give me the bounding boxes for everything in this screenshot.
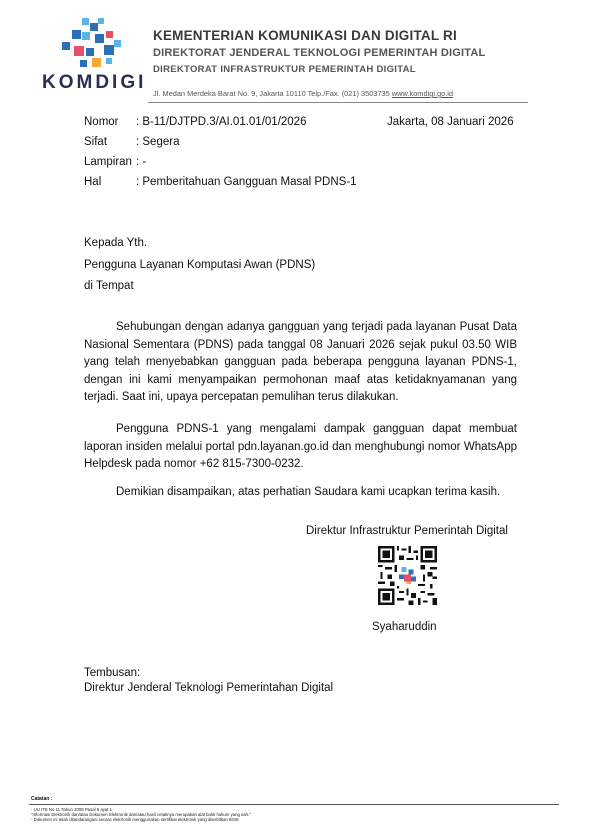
hal-value: : Pemberitahuan Gangguan Masal PDNS-1: [136, 176, 357, 188]
body-paragraph-3: Demikian disampaikan, atas perhatian Saudara kami ucapkan terima kasih.: [116, 486, 501, 498]
recipient-place: di Tempat: [84, 280, 134, 292]
lampiran-label: Lampiran: [84, 156, 132, 168]
directorate-name: DIREKTORAT INFRASTRUKTUR PEMERINTAH DIGITAL: [153, 64, 416, 75]
nomor-label: Nomor: [84, 116, 119, 128]
body-paragraph-2: Pengguna PDNS-1 yang mengalami dampak gangguan dapat membuat laporan insiden melalui portal pdn.layanan.go.id dan menghubungi nomor WhatsApp Helpdesk pada nomor +62 815-7300-0232.: [84, 423, 517, 471]
cc-recipient: Direktur Jenderal Teknologi Pemerintahan Digital: [84, 682, 334, 694]
nomor-value: : B-11/DJTPD.3/AI.01.01/01/2026: [136, 116, 307, 128]
address-text: Jl. Medan Merdeka Barat No. 9, Jakarta 10110 Telp./Fax. (021) 3503735: [153, 89, 390, 98]
footer-note-2: "Informasi Elektronik dan/atau Dokumen Elektronik dan/atau hasil cetaknya merupakan alat bukti hukum yang sah.": [31, 812, 251, 817]
qr-code-icon: [378, 546, 437, 605]
cc-label: Tembusan:: [84, 667, 141, 679]
letterhead-divider: [148, 102, 528, 103]
recipient-salutation: Kepada Yth.: [84, 237, 148, 249]
directorate-general-name: DIREKTORAT JENDERAL TEKNOLOGI PEMERINTAH DIGITAL: [153, 47, 486, 59]
website-link[interactable]: www.komdigi.go.id: [391, 89, 454, 98]
footer-note-3: - Dokumen ini telah ditandatangani secara elektronik menggunakan sertifikat elektronik yang diterbitkan BSrE: [31, 817, 240, 822]
recipient-name: Pengguna Layanan Komputasi Awan (PDNS): [84, 259, 316, 271]
footer-title: Catatan :: [31, 796, 53, 802]
sifat-label: Sifat: [84, 136, 108, 148]
sifat-value: : Segera: [136, 136, 180, 148]
signatory-title: Direktur Infrastruktur Pemerintah Digital: [306, 525, 508, 537]
footer-note-1: - UU ITE No 11 Tahun 2008 Pasal 5 ayat 1: [31, 807, 113, 812]
logo-text: KOMDIGI: [42, 72, 147, 93]
address-line: [153, 89, 453, 98]
footer-divider: [29, 804, 559, 805]
signatory-name: Syaharuddin: [372, 621, 437, 633]
komdigi-logo-icon: [62, 18, 122, 72]
body-paragraph-1: Sehubungan dengan adanya gangguan yang terjadi pada layanan Pusat Data Nasional Sementara (PDNS) pada tanggal 08 Januari 2026 sejak pukul 03.50 WIB yang telah menyebabkan gangguan pada beberapa pengguna layanan PDNS-1, dengan ini kami menyampaikan permohonan maaf atas ketidaknyamanan yang terjadi. Saat ini, upaya percepatan pemulihan terus dilakukan.: [84, 321, 517, 404]
hal-label: Hal: [84, 176, 102, 188]
letter-date: Jakarta, 08 Januari 2026: [387, 116, 514, 128]
ministry-name: KEMENTERIAN KOMUNIKASI DAN DIGITAL RI: [153, 28, 457, 43]
lampiran-value: : -: [136, 156, 147, 168]
